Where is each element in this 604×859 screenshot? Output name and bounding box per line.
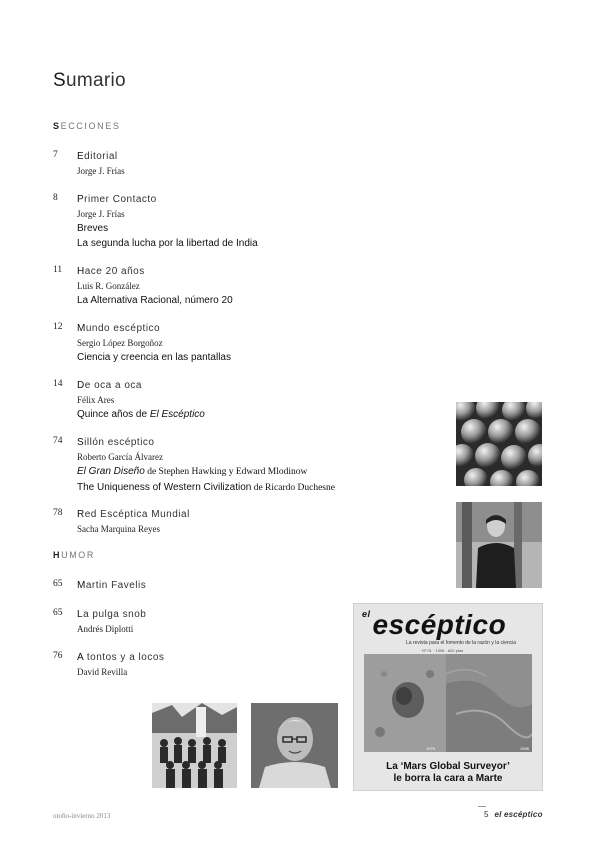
toc-entry[interactable] — [53, 508, 413, 536]
toc-author: Andrés Diplotti — [77, 624, 134, 634]
footer-season: otoño-invierno 2013 — [53, 812, 111, 820]
toc-section-rest: ace 20 años — [84, 266, 145, 277]
toc-section-initial: E — [77, 151, 85, 162]
toc-entry-body — [77, 379, 413, 422]
toc-article-title[interactable] — [77, 236, 413, 251]
elder-illustration — [251, 703, 338, 788]
toc-page-number: 11 — [53, 265, 63, 275]
toc-author: David Revilla — [77, 667, 128, 677]
toc-section-rest: undo escéptico — [85, 323, 161, 334]
toc-section-rest: ditorial — [84, 151, 118, 162]
toc-title-text: Quince años de — [77, 409, 150, 420]
toc-entry[interactable] — [53, 579, 413, 593]
title-rest: umario — [65, 70, 126, 91]
toc-page-number: 12 — [53, 322, 63, 332]
toc-section-initial: M — [77, 323, 86, 334]
toc-page-number: 14 — [53, 379, 63, 389]
photo-group — [152, 703, 237, 788]
toc-section-rest: illón escéptico — [84, 437, 155, 448]
toc-section-rest: tontos y a locos — [83, 652, 165, 663]
toc-entry[interactable] — [53, 379, 413, 422]
toc-entry[interactable] — [53, 436, 413, 496]
toc-title-text: La Alternativa Racional, número 20 — [77, 295, 233, 306]
cover-masthead — [362, 609, 506, 641]
toc-entry-body — [77, 150, 413, 178]
magazine-cover — [353, 603, 543, 791]
toc-article-title[interactable] — [77, 464, 413, 480]
cover-masthead-small: el — [362, 609, 371, 619]
toc-page-number: 78 — [53, 508, 63, 518]
spheres-illustration — [456, 402, 542, 486]
toc-section-name — [77, 193, 413, 207]
toc-page-number: 76 — [53, 651, 63, 661]
toc-author: Jorge J. Frías — [77, 166, 125, 176]
toc-article-title[interactable] — [77, 480, 413, 496]
toc-title-text: Ciencia y creencia en las pantallas — [77, 352, 231, 363]
toc-title-byline: de Ricardo Duchesne — [251, 483, 335, 493]
toc-entry-body — [77, 265, 413, 308]
cover-headline-line2: le borra la cara a Marte — [393, 773, 503, 784]
cover-masthead-main: escéptico — [372, 609, 507, 640]
toc-section-name — [77, 150, 413, 164]
section-heading-humor — [53, 550, 95, 560]
footer-brand: el escéptico — [494, 810, 543, 819]
footer-page-number: 5 — [484, 810, 489, 819]
photo-portrait-elder — [251, 703, 338, 788]
cover-tagline: La revista para el fomento de la razón y la ciencia — [406, 640, 517, 646]
title-initial: S — [53, 70, 66, 91]
toc-author: Sacha Marquina Reyes — [77, 524, 160, 534]
toc-section-initial: A — [77, 652, 84, 663]
section-heading-secciones — [53, 121, 120, 131]
toc-section-name — [77, 265, 413, 279]
footer-page-info — [484, 810, 543, 819]
cover-headline — [354, 761, 542, 785]
photo-spheres — [456, 402, 542, 486]
toc-section-rest: artin Favelis — [85, 580, 147, 591]
toc-author: Luis R. González — [77, 281, 140, 291]
toc-author: Félix Ares — [77, 395, 115, 405]
toc-section-initial: H — [77, 266, 85, 277]
toc-section-name — [77, 579, 413, 593]
cover-year-right: 1998 — [520, 746, 529, 751]
footer-rule — [478, 806, 486, 807]
toc-page-number: 8 — [53, 193, 58, 203]
mars-surface-right — [446, 654, 532, 752]
section-heading-initial: H — [53, 550, 62, 560]
toc-title-text: The Uniqueness of Western Civilization — [77, 482, 252, 493]
toc-author: Sergio López Borgoñoz — [77, 338, 163, 348]
toc-title-italic: El Gran Diseño — [77, 466, 145, 477]
toc-section-name — [77, 508, 413, 522]
toc-title-text: Breves — [77, 223, 109, 234]
toc-section-name — [77, 322, 413, 336]
toc-page-number: 74 — [53, 436, 63, 446]
mars-surface-left — [364, 654, 450, 752]
toc-entry-body — [77, 579, 413, 593]
toc-entry[interactable] — [53, 265, 413, 308]
section-heading-initial: S — [53, 121, 61, 131]
toc-section-rest: a pulga snob — [83, 609, 147, 620]
cover-strapline: Nº 01 · 1998 · 600 ptas — [422, 648, 464, 653]
toc-author: Roberto García Álvarez — [77, 452, 163, 462]
toc-article-title[interactable] — [77, 221, 413, 236]
toc-section-rest: rimer Contacto — [84, 194, 157, 205]
group-illustration — [152, 703, 237, 788]
toc-article-title[interactable] — [77, 350, 413, 365]
toc-section-name — [77, 436, 413, 450]
toc-section-initial: D — [77, 380, 85, 391]
toc-entry[interactable] — [53, 193, 413, 251]
toc-section-rest: ed Escéptica Mundial — [84, 509, 190, 520]
toc-section-name — [77, 379, 413, 393]
cover-year-left: 1976 — [426, 746, 435, 751]
toc-page-number: 65 — [53, 608, 63, 618]
toc-section-initial: L — [77, 609, 84, 620]
toc-author: Jorge J. Frías — [77, 209, 125, 219]
toc-section-initial: S — [77, 437, 85, 448]
section-heading-rest: UMOR — [61, 550, 96, 560]
toc-article-title[interactable] — [77, 407, 413, 422]
page-title — [53, 70, 126, 92]
toc-title-italic: El Escéptico — [149, 409, 205, 420]
portrait-illustration — [456, 502, 542, 588]
toc-section-initial: M — [77, 580, 86, 591]
toc-title-text: La segunda lucha por la libertad de India — [77, 238, 258, 249]
toc-entry[interactable] — [53, 322, 413, 365]
toc-section-initial: P — [77, 194, 85, 205]
section-heading-rest: ECCIONES — [60, 121, 121, 131]
toc-entry-body — [77, 436, 413, 496]
cover-headline-line1: La ‘Mars Global Surveyor’ — [386, 761, 510, 772]
toc-entry-body — [77, 508, 413, 536]
toc-entry-body — [77, 322, 413, 365]
cover-mars-image-right — [446, 654, 532, 752]
cover-mars-image-left — [364, 654, 450, 752]
toc-page-number: 65 — [53, 579, 63, 589]
toc-article-title[interactable] — [77, 293, 413, 308]
toc-section-rest: e oca a oca — [84, 380, 142, 391]
toc-entry-body — [77, 193, 413, 251]
photo-portrait-man — [456, 502, 542, 588]
toc-section-initial: R — [77, 509, 85, 520]
toc-title-byline: de Stephen Hawking y Edward Mlodinow — [144, 467, 308, 477]
toc-page-number: 7 — [53, 150, 58, 160]
toc-entry[interactable] — [53, 150, 413, 178]
